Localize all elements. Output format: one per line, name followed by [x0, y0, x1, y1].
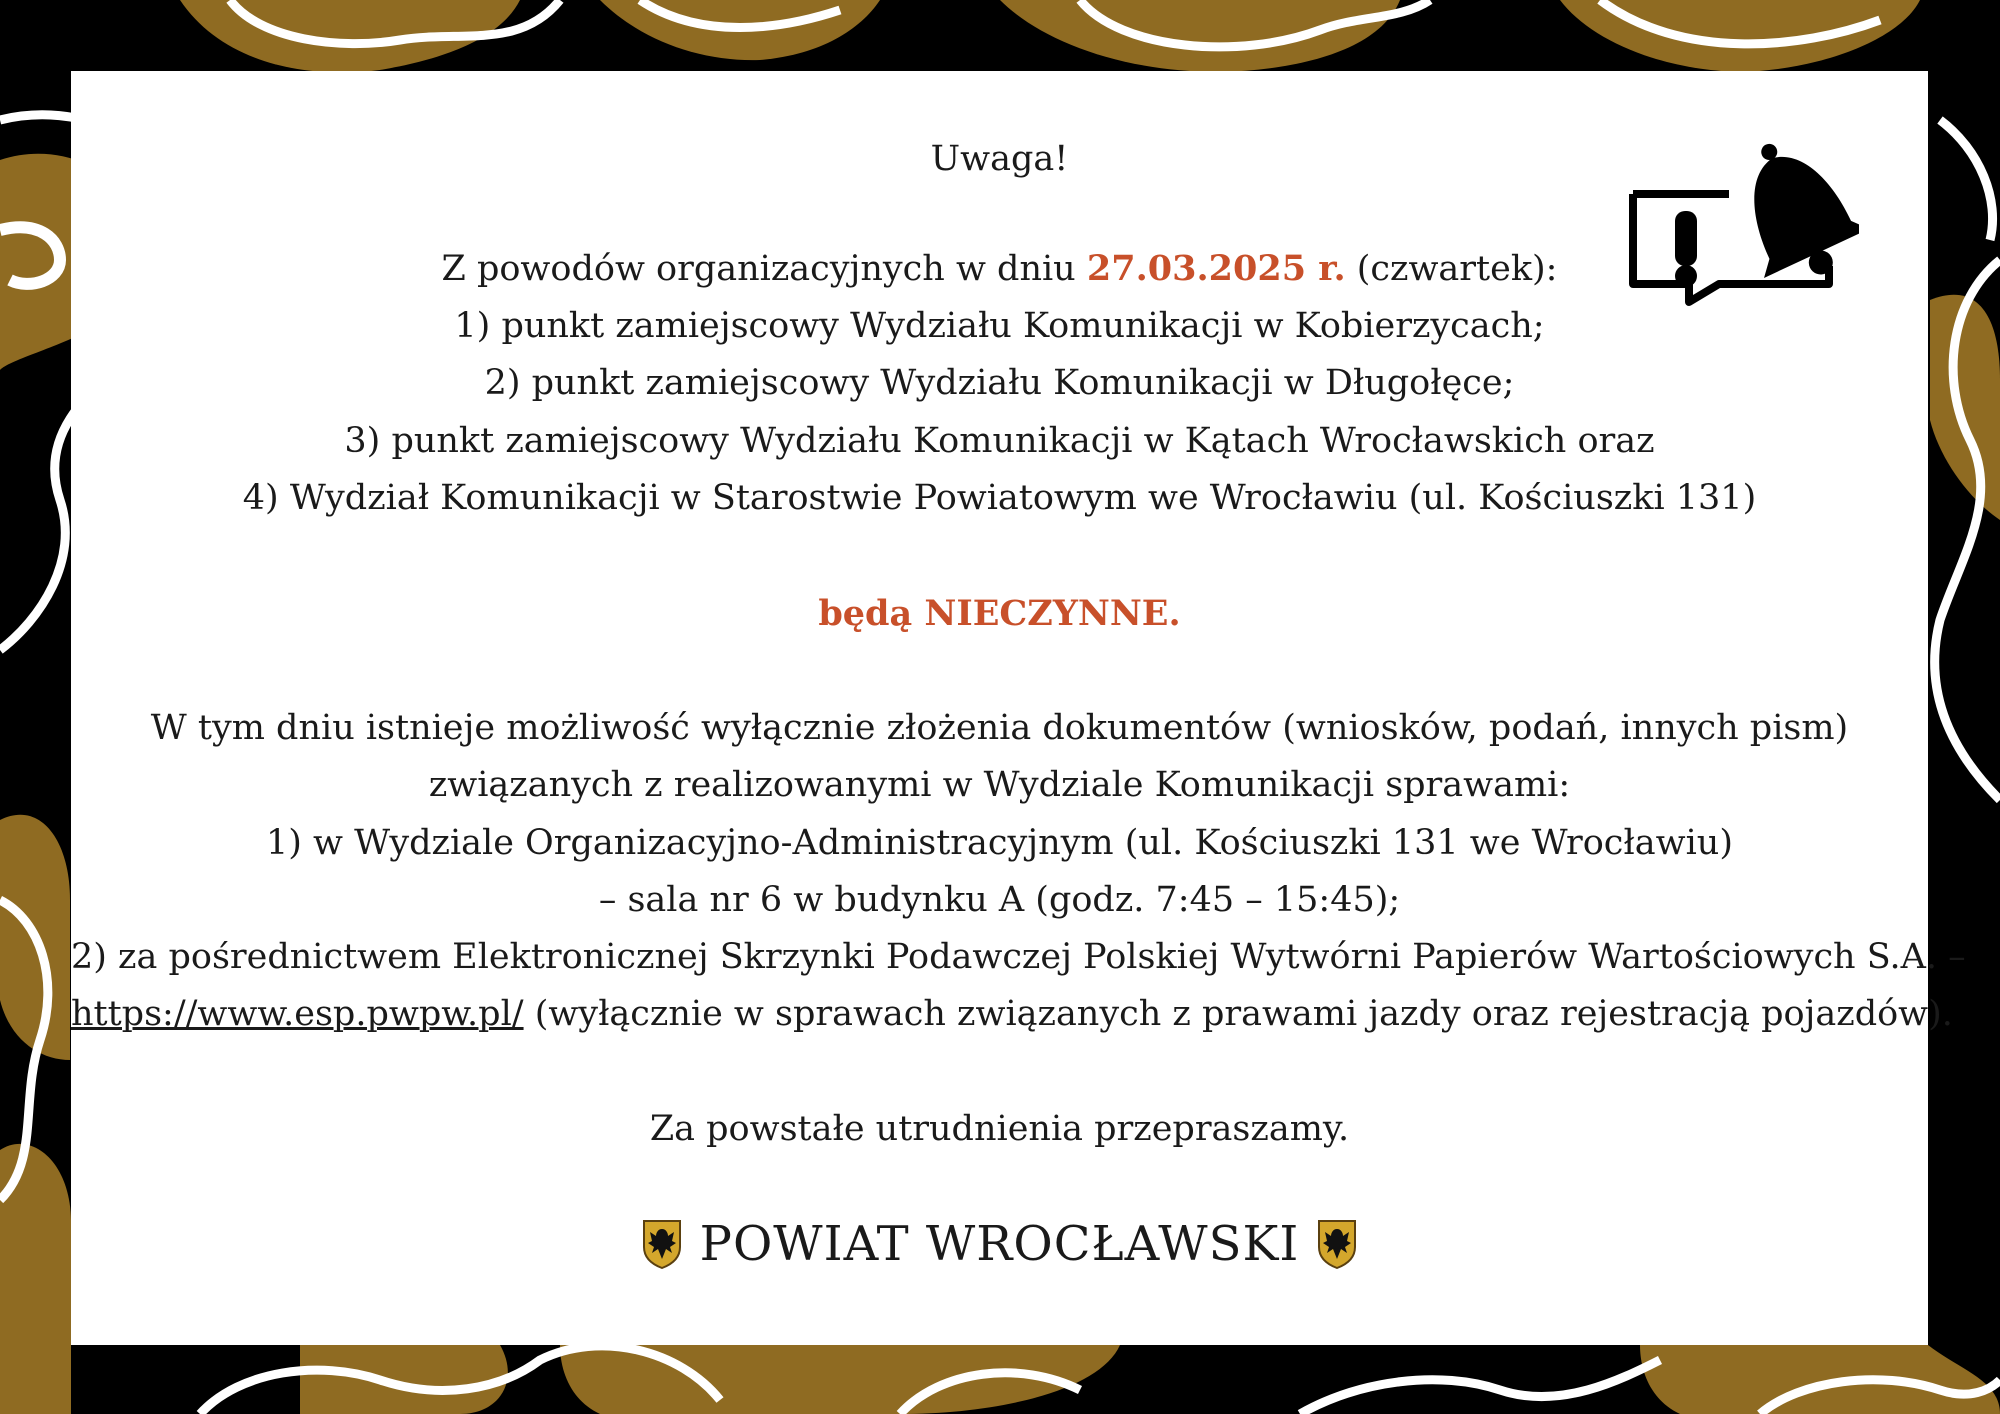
office-item: 2) punkt zamiejscowy Wydziału Komunikacji w Długołęce; [484, 363, 1515, 403]
intro-before: Z powodów organizacyjnych w dniu [441, 249, 1087, 289]
options-line: – sala nr 6 w budynku A (godz. 7:45 – 15:45); [598, 880, 1401, 920]
options-line: 1) w Wydziale Organizacyjno-Administracyjnym (ul. Kościuszki 131 we Wrocławiu) [266, 823, 1733, 863]
options-line: 2) za pośrednictwem Elektronicznej Skrzynki Podawczej Polskiej Wytwórni Papierów Wartościowych S.A. – [71, 937, 1966, 977]
link-after: (wyłącznie w sprawach związanych z prawami jazdy oraz rejestracją pojazdów). [523, 994, 1953, 1034]
eagle-crest-icon [642, 1219, 682, 1269]
signature-title: POWIAT WROCŁAWSKI [699, 1216, 1300, 1272]
notice-heading: Uwaga! [930, 139, 1069, 179]
intro-line [71, 247, 1928, 291]
office-item: 3) punkt zamiejscowy Wydziału Komunikacji w Kątach Wrocławskich oraz [344, 421, 1655, 461]
intro-after: (czwartek): [1345, 249, 1558, 289]
apology-text: Za powstałe utrudnienia przepraszamy. [649, 1109, 1350, 1149]
closed-notice: będą NIECZYNNE. [818, 593, 1181, 634]
link-line [71, 992, 1953, 1036]
options-line: W tym dniu istnieje możliwość wyłącznie złożenia dokumentów (wniosków, podań, innych pism) [150, 708, 1849, 748]
eagle-crest-icon [1317, 1219, 1357, 1269]
notice-card [71, 71, 1966, 1345]
office-item: 4) Wydział Komunikacji w Starostwie Powiatowym we Wrocławiu (ul. Kościuszki 131) [242, 478, 1757, 518]
options-line: związanych z realizowanymi w Wydziale Komunikacji sprawami: [428, 765, 1571, 805]
esp-link[interactable]: https://www.esp.pwpw.pl/ [71, 994, 524, 1034]
signature-footer [71, 1216, 1928, 1272]
office-item: 1) punkt zamiejscowy Wydziału Komunikacji w Kobierzycach; [454, 306, 1545, 346]
intro-date: 27.03.2025 r. [1086, 248, 1346, 289]
